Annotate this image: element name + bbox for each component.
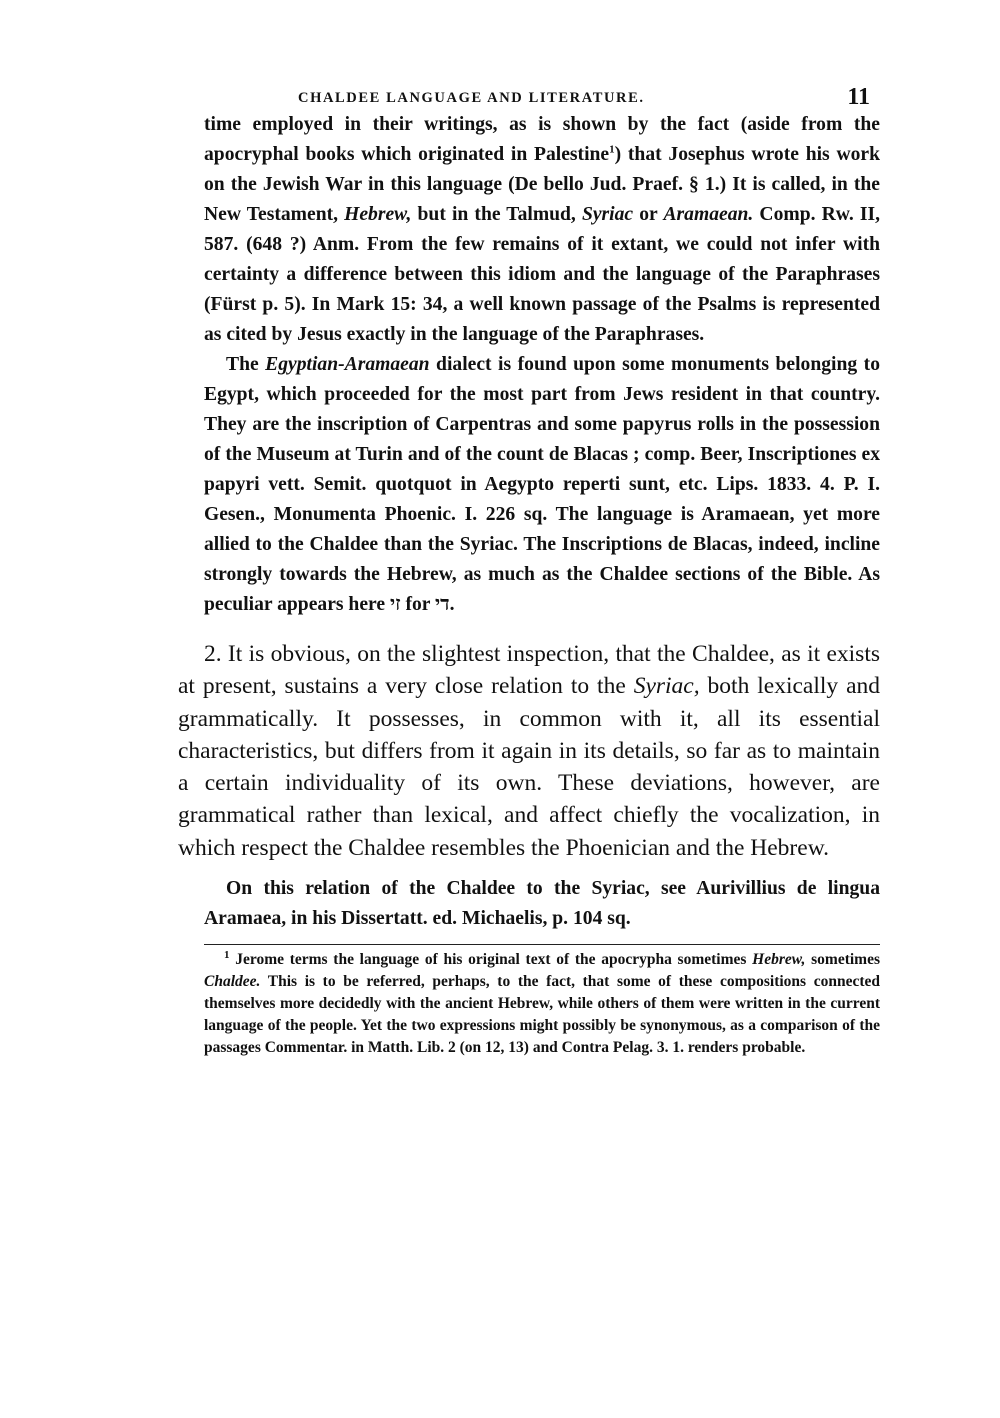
footnote-mark: 1: [224, 948, 230, 961]
main-section: [178, 638, 880, 864]
paragraph-josephus: time employed in their writings, as is shown by the fact (aside from the apocryphal books which originated in Palestine$^1$) that Josephus wrote his work on the Jewish War in this language (De bello Jud. Praef. § 1.) It is called, in the New Testament, Hebrew, but in the Talmud, Syriac or Aramaean. Comp. Rw. II, 587. (648 ?) Anm. From the few remains of it extant, we could not infer with certainty a difference between this idiom and the language of the Paraphrases (Fürst p. 5). In Mark 15: 34, a well known passage of the Psalms is represented as cited by Jesus exactly in the language of the Paraphrases.: [204, 114, 880, 345]
small-print-section: [178, 110, 880, 620]
running-title: CHALDEE LANGUAGE AND LITERATURE.: [298, 90, 645, 106]
paragraph-section-2: 2. It is obvious, on the slightest inspection, that the Chaldee, as it exists at present, sustains a very close relation to the Syriac, both lexically and grammatically. It possesses, in common with it, all its essential characteristics, but differs from it again in its details, so far as to maintain a certain individuality of its own. These deviations, however, are grammatical rather than lexical, and affect chiefly the vocalization, in which respect the Chaldee resembles the Phoenician and the Hebrew.: [178, 641, 880, 861]
footnote-divider: [204, 944, 880, 945]
running-head: [178, 70, 880, 110]
hebrew-word: זי: [389, 594, 401, 615]
footnote: $^1$ Jerome terms the language of his original text of the apocrypha sometimes Hebrew, sometimes Chaldee. This is to be referred, perhaps, to the fact, that some of these compositions connected themselves more decidedly with the ancient Hebrew, while others of them were written in the current language of the people. Yet the two expressions might possibly be synonymous, as a comparison of the passages Commentar. in Matth. Lib. 2 (on 12, 13) and Contra Pelag. 3. 1. renders probable.: [204, 948, 880, 1057]
note-paragraph: On this relation of the Chaldee to the Syriac, see Aurivillius de lingua Aramaea, in his Dissertatt. ed. Michaelis, p. 104 sq.: [204, 878, 880, 930]
page-number: 11: [847, 84, 870, 110]
hebrew-word: די: [435, 594, 450, 615]
page-content: [178, 70, 880, 1059]
paragraph-egyptian-aramaean: The Egyptian-Aramaean dialect is found upon some monuments belonging to Egypt, which proceeded for the most part from Jews resident in that country. They are the inscription of Carpentras and some papyrus rolls in the possession of the Museum at Turin and of the count de Blacas ; comp. Beer, Inscriptiones ex papyri vett. Semit. quotquot in Aegypto reperti sunt, etc. Lips. 1833. 4. P. I. Gesen., Monumenta Phoenic. I. 226 sq. The language is Aramaean, yet more allied to the Chaldee than the Syriac. The Inscriptions de Blacas, indeed, incline strongly towards the Hebrew, as much as the Chaldee sections of the Bible. As peculiar appears here זי for די.: [204, 354, 881, 615]
footnote-reference: 1: [609, 143, 615, 156]
